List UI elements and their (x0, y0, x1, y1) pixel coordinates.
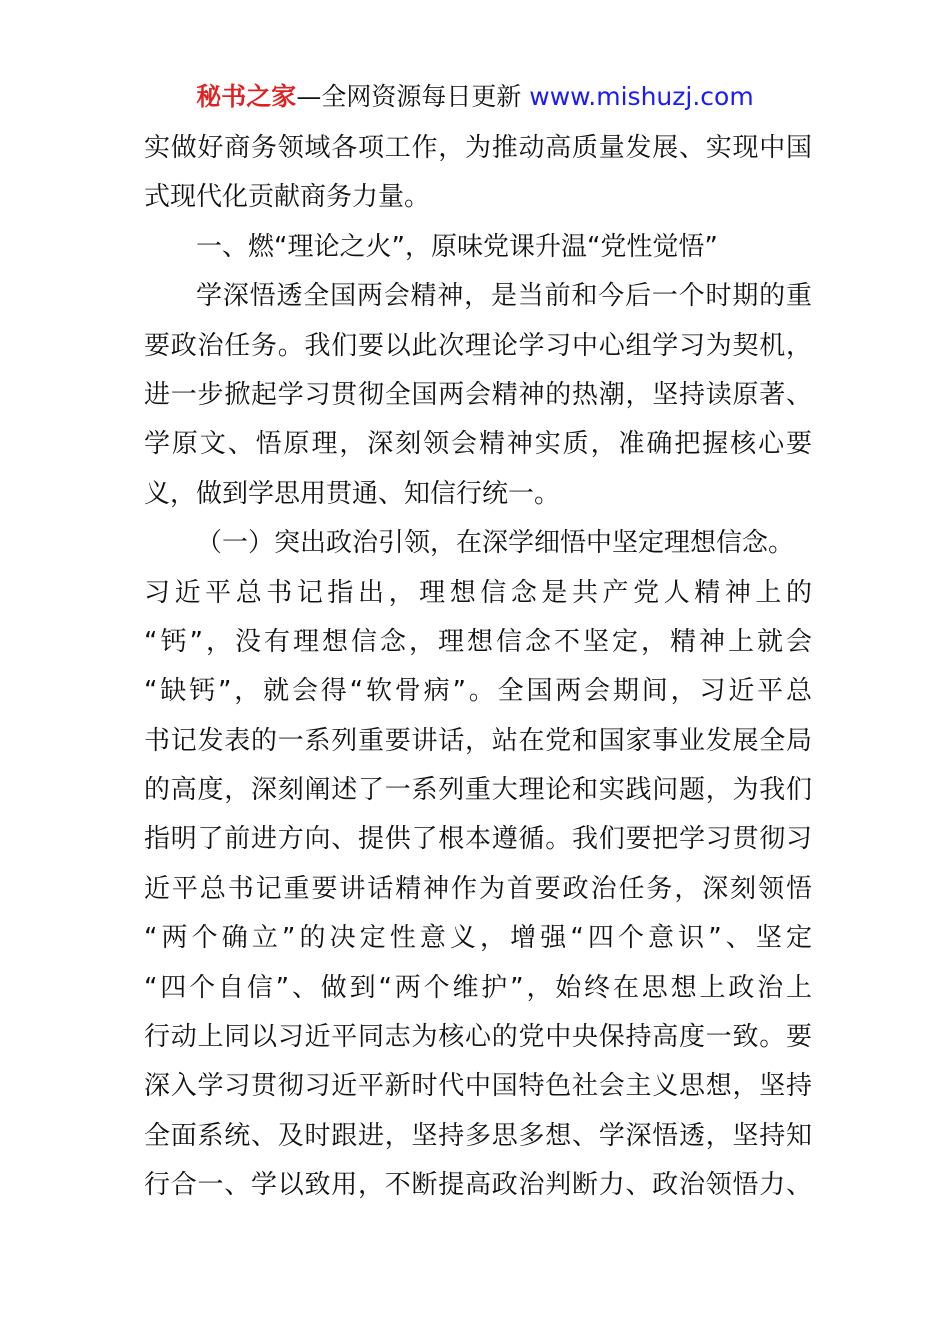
text-line: “两个确立”的决定性意义，增强“四个意识”、坚定 (144, 923, 812, 954)
site-url-link[interactable]: www.mishuzj.com (529, 82, 754, 111)
text-line: 实做好商务领域各项工作，为推动高质量发展、实现中国 (144, 133, 812, 163)
text-line: “钙”，没有理想信念，理想信念不坚定，精神上就会 (144, 626, 812, 657)
text-line: 指明了前进方向、提供了根本遵循。我们要把学习贯彻习 (144, 824, 812, 855)
text-line: 近平总书记重要讲话精神作为首要政治任务，深刻领悟 (144, 873, 812, 904)
text-line: 习近平总书记指出，理想信念是共产党人精神上的 (144, 577, 812, 608)
text-line: 进一步掀起学习贯彻全国两会精神的热潮，坚持读原著、 (144, 379, 812, 410)
site-header (0, 80, 950, 114)
text-line: “四个自信”、做到“两个维护”，始终在思想上政治上 (144, 972, 812, 1003)
text-line: 式现代化贡献商务力量。 (144, 182, 431, 213)
subsection-heading: （一）突出政治引领，在深学细悟中坚定理想信念。 (196, 528, 795, 559)
document-body (144, 124, 812, 1211)
brand-name: 秘书之家 (196, 82, 297, 111)
text-line: 义，做到学思用贯通、知信行统一。 (144, 478, 561, 509)
text-line: 学深悟透全国两会精神，是当前和今后一个时期的重 (196, 281, 812, 312)
text-line: 行动上同以习近平同志为核心的党中央保持高度一致。要 (144, 1022, 812, 1053)
header-tagline: —全网资源每日更新 (296, 82, 530, 111)
text-line: 书记发表的一系列重要讲话，站在党和国家事业发展全局 (144, 725, 812, 756)
text-line: 要政治任务。我们要以此次理论学习中心组学习为契机， (144, 330, 812, 361)
text-line: 全面系统、及时跟进，坚持多思多想、学深悟透，坚持知 (144, 1120, 812, 1151)
text-line: 的高度，深刻阐述了一系列重大理论和实践问题，为我们 (144, 775, 812, 806)
text-line: “缺钙”，就会得“软骨病”。全国两会期间，习近平总 (144, 676, 812, 707)
text-line: 学原文、悟原理，深刻领会精神实质，准确把握核心要 (144, 429, 812, 460)
text-line: 深入学习贯彻习近平新时代中国特色社会主义思想，坚持 (144, 1071, 812, 1102)
section-heading: 一、燃“理论之火”，原味党课升温“党性觉悟” (196, 231, 718, 262)
text-line: 行合一、学以致用，不断提高政治判断力、政治领悟力、 (144, 1170, 812, 1201)
